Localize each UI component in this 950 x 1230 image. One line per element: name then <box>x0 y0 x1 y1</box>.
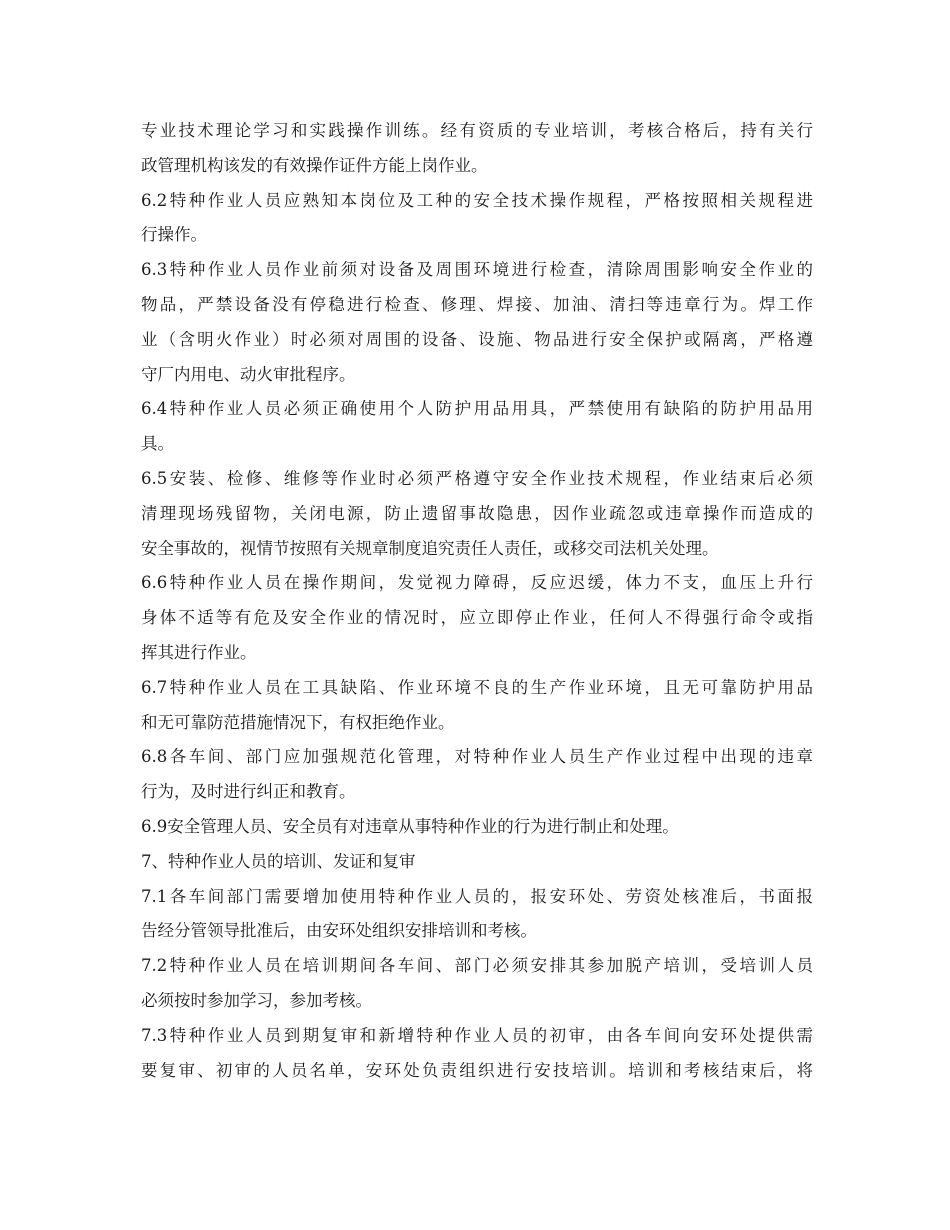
text-line: 行操作。 <box>141 225 207 245</box>
text-line: 物品，严禁设备没有停稳进行检查、修理、焊接、加油、清扫等违章行为。焊工作 <box>141 294 813 314</box>
text-line: 6.3特种作业人员作业前须对设备及周围环境进行检查，清除周围影响安全作业的 <box>141 260 813 280</box>
text-line: 7.2特种作业人员在培训期间各车间、部门必须安排其参加脱产培训，受培训人员 <box>141 956 813 976</box>
text-line: 身体不适等有危及安全作业的情况时，应立即停止作业，任何人不得强行命令或指 <box>141 608 813 628</box>
document-body <box>141 114 813 1088</box>
text-line: 6.8各车间、部门应加强规范化管理，对特种作业人员生产作业过程中出现的违章 <box>141 747 813 767</box>
text-line: 要复审、初审的人员名单，安环处负责组织进行安技培训。培训和考核结束后，将 <box>141 1060 813 1080</box>
text-line: 政管理机构该发的有效操作证件方能上岗作业。 <box>141 155 488 175</box>
text-line: 6.9安全管理人员、安全员有对违章从事特种作业的行为进行制止和处理。 <box>141 816 679 836</box>
text-line: 守厂内用电、动火审批程序。 <box>141 364 356 384</box>
text-line: 业（含明火作业）时必须对周围的设备、设施、物品进行安全保护或隔离，严格遵 <box>141 329 813 349</box>
text-line: 7.3特种作业人员到期复审和新增特种作业人员的初审，由各车间向安环处提供需 <box>141 1025 813 1045</box>
text-line: 6.2特种作业人员应熟知本岗位及工种的安全技术操作规程，严格按照相关规程进 <box>141 190 813 210</box>
text-line: 6.6特种作业人员在操作期间，发觉视力障碍，反应迟缓，体力不支，血压上升行 <box>141 573 813 593</box>
text-line: 必须按时参加学习，参加考核。 <box>141 990 372 1010</box>
text-line: 专业技术理论学习和实践操作训练。经有资质的专业培训，考核合格后，持有关行 <box>141 121 813 140</box>
text-line: 6.7特种作业人员在工具缺陷、作业环境不良的生产作业环境，且无可靠防护用品 <box>141 677 813 697</box>
text-line: 6.4特种作业人员必须正确使用个人防护用品用具，严禁使用有缺陷的防护用品用 <box>141 399 813 419</box>
text-line: 6.5安装、检修、维修等作业时必须严格遵守安全作业技术规程，作业结束后必须 <box>141 468 813 488</box>
text-line: 具。 <box>141 434 174 454</box>
text-line: 7.1各车间部门需要增加使用特种作业人员的，报安环处、劳资处核准后，书面报 <box>141 886 813 906</box>
text-line: 挥其进行作业。 <box>141 642 257 662</box>
text-line: 行为，及时进行纠正和教育。 <box>141 782 356 802</box>
text-line: 7、特种作业人员的培训、发证和复审 <box>141 851 416 871</box>
text-line: 清理现场残留物，关闭电源，防止遗留事故隐患，因作业疏忽或违章操作而造成的 <box>141 503 813 523</box>
text-line: 告经分管领导批准后，由安环处组织安排培训和考核。 <box>141 921 537 941</box>
text-line: 和无可靠防范措施情况下，有权拒绝作业。 <box>141 712 455 732</box>
text-line: 安全事故的，视情节按照有关规章制度追究责任人责任，或移交司法机关处理。 <box>141 538 719 558</box>
